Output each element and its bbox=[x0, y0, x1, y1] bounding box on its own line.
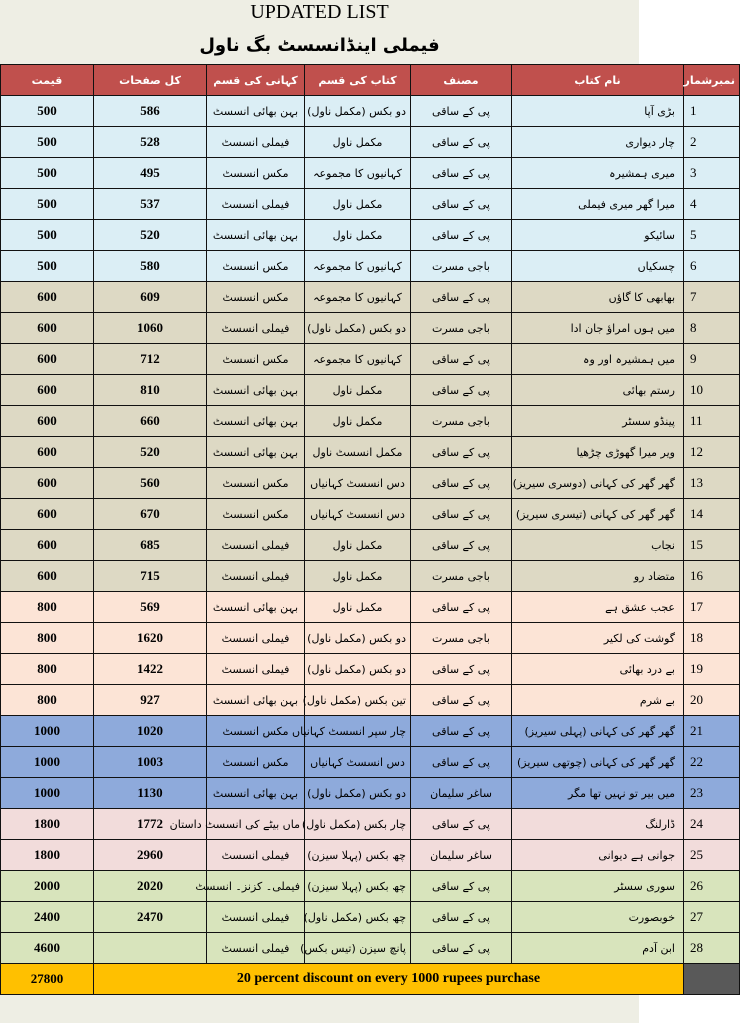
table-row bbox=[1, 282, 740, 313]
price-cell: 600 bbox=[1, 313, 94, 344]
book-name-cell: گوشت کی لکیر bbox=[512, 623, 684, 654]
header-story-type: کہانی کی قسم bbox=[207, 65, 305, 96]
story-type-cell: ماں بیٹے کی انسسٹ داستان bbox=[207, 809, 305, 840]
pages-cell: 670 bbox=[94, 499, 207, 530]
author-cell: پی کے ساقی bbox=[411, 933, 512, 964]
serial-cell: 13 bbox=[684, 468, 740, 499]
story-type-cell: مکس انسسٹ bbox=[207, 468, 305, 499]
serial-cell: 20 bbox=[684, 685, 740, 716]
story-type-cell: فیملی انسسٹ bbox=[207, 902, 305, 933]
book-type-cell: دو بکس (مکمل ناول) bbox=[305, 623, 411, 654]
table-row bbox=[1, 840, 740, 871]
author-cell: پی کے ساقی bbox=[411, 902, 512, 933]
pages-cell: 569 bbox=[94, 592, 207, 623]
table-row bbox=[1, 189, 740, 220]
table-body bbox=[1, 96, 740, 964]
story-type-cell: بہن بھائی انسسٹ bbox=[207, 592, 305, 623]
table-row bbox=[1, 778, 740, 809]
story-type-cell: مکس انسسٹ bbox=[207, 158, 305, 189]
book-type-cell: مکمل ناول bbox=[305, 127, 411, 158]
serial-cell: 3 bbox=[684, 158, 740, 189]
story-type-cell: بہن بھائی انسسٹ bbox=[207, 778, 305, 809]
book-name-cell: میں ہوں امراؤ جان ادا bbox=[512, 313, 684, 344]
serial-cell: 21 bbox=[684, 716, 740, 747]
book-type-cell: مکمل انسسٹ ناول bbox=[305, 437, 411, 468]
book-name-cell: ابن آدم bbox=[512, 933, 684, 964]
header-serial: نمبرشمار bbox=[684, 65, 740, 96]
serial-cell: 23 bbox=[684, 778, 740, 809]
serial-cell: 22 bbox=[684, 747, 740, 778]
price-cell: 600 bbox=[1, 437, 94, 468]
book-type-cell: چھ بکس (مکمل ناول) bbox=[305, 902, 411, 933]
book-type-cell: مکمل ناول bbox=[305, 561, 411, 592]
author-cell: پی کے ساقی bbox=[411, 530, 512, 561]
author-cell: پی کے ساقی bbox=[411, 282, 512, 313]
pages-cell: 712 bbox=[94, 344, 207, 375]
story-type-cell: مکس انسسٹ bbox=[207, 499, 305, 530]
header-author: مصنف bbox=[411, 65, 512, 96]
book-name-cell: رستم بھائی bbox=[512, 375, 684, 406]
price-cell: 1800 bbox=[1, 840, 94, 871]
serial-cell: 17 bbox=[684, 592, 740, 623]
book-name-cell: ویر میرا گھوڑی چڑھیا bbox=[512, 437, 684, 468]
story-type-cell: فیملی انسسٹ bbox=[207, 189, 305, 220]
author-cell: پی کے ساقی bbox=[411, 592, 512, 623]
pages-cell: 586 bbox=[94, 96, 207, 127]
price-cell: 1000 bbox=[1, 778, 94, 809]
story-type-cell: بہن بھائی انسسٹ bbox=[207, 375, 305, 406]
author-cell: ساغر سلیمان bbox=[411, 840, 512, 871]
table-row bbox=[1, 344, 740, 375]
pages-cell: 660 bbox=[94, 406, 207, 437]
pages-cell: 537 bbox=[94, 189, 207, 220]
footer-blank-cell bbox=[684, 964, 740, 995]
pages-cell: 2960 bbox=[94, 840, 207, 871]
story-type-cell: بہن بھائی انسسٹ bbox=[207, 96, 305, 127]
pages-cell: 1060 bbox=[94, 313, 207, 344]
pages-cell: 1772 bbox=[94, 809, 207, 840]
book-name-cell: میرا گھر میری فیملی bbox=[512, 189, 684, 220]
book-name-cell: متضاد رو bbox=[512, 561, 684, 592]
author-cell: ساغر سلیمان bbox=[411, 778, 512, 809]
serial-cell: 27 bbox=[684, 902, 740, 933]
author-cell: پی کے ساقی bbox=[411, 437, 512, 468]
price-cell: 500 bbox=[1, 220, 94, 251]
book-name-cell: میں ہمشیرہ اور وہ bbox=[512, 344, 684, 375]
serial-cell: 4 bbox=[684, 189, 740, 220]
price-cell: 500 bbox=[1, 158, 94, 189]
author-cell: پی کے ساقی bbox=[411, 499, 512, 530]
table-row bbox=[1, 127, 740, 158]
serial-cell: 24 bbox=[684, 809, 740, 840]
serial-cell: 10 bbox=[684, 375, 740, 406]
book-type-cell: پانچ سیزن (تیس بکس) bbox=[305, 933, 411, 964]
book-name-cell: نجاب bbox=[512, 530, 684, 561]
author-cell: پی کے ساقی bbox=[411, 809, 512, 840]
table-row bbox=[1, 158, 740, 189]
book-name-cell: چسکیاں bbox=[512, 251, 684, 282]
book-name-cell: جوانی ہے دیوانی bbox=[512, 840, 684, 871]
serial-cell: 15 bbox=[684, 530, 740, 561]
table-row bbox=[1, 902, 740, 933]
book-type-cell: مکمل ناول bbox=[305, 406, 411, 437]
header-book-name: نام کتاب bbox=[512, 65, 684, 96]
serial-cell: 5 bbox=[684, 220, 740, 251]
table-row bbox=[1, 437, 740, 468]
serial-cell: 12 bbox=[684, 437, 740, 468]
book-type-cell: کہانیوں کا مجموعہ bbox=[305, 251, 411, 282]
book-list-table bbox=[0, 64, 740, 995]
price-cell: 500 bbox=[1, 189, 94, 220]
pages-cell: 1020 bbox=[94, 716, 207, 747]
pages-cell: 580 bbox=[94, 251, 207, 282]
table-row bbox=[1, 406, 740, 437]
price-cell: 600 bbox=[1, 406, 94, 437]
serial-cell: 28 bbox=[684, 933, 740, 964]
price-cell: 1800 bbox=[1, 809, 94, 840]
pages-cell: 1130 bbox=[94, 778, 207, 809]
story-type-cell: فیملی انسسٹ bbox=[207, 623, 305, 654]
author-cell: پی کے ساقی bbox=[411, 468, 512, 499]
pages-cell: 520 bbox=[94, 437, 207, 468]
table-row bbox=[1, 933, 740, 964]
book-name-cell: گھر گھر کی کہانی (پہلی سیریز) bbox=[512, 716, 684, 747]
price-cell: 600 bbox=[1, 468, 94, 499]
author-cell: پی کے ساقی bbox=[411, 158, 512, 189]
pages-cell: 520 bbox=[94, 220, 207, 251]
table-row bbox=[1, 499, 740, 530]
book-type-cell: دس انسسٹ کہانیاں bbox=[305, 499, 411, 530]
pages-cell: 2020 bbox=[94, 871, 207, 902]
book-type-cell: مکمل ناول bbox=[305, 375, 411, 406]
pages-cell: 528 bbox=[94, 127, 207, 158]
book-name-cell: بے شرم bbox=[512, 685, 684, 716]
serial-cell: 18 bbox=[684, 623, 740, 654]
footer-discount-note: 20 percent discount on every 1000 rupees purchase bbox=[94, 964, 684, 995]
book-type-cell: دو بکس (مکمل ناول) bbox=[305, 313, 411, 344]
price-cell: 600 bbox=[1, 375, 94, 406]
price-cell: 500 bbox=[1, 127, 94, 158]
price-cell: 2000 bbox=[1, 871, 94, 902]
serial-cell: 11 bbox=[684, 406, 740, 437]
book-type-cell: چار بکس (مکمل ناول) bbox=[305, 809, 411, 840]
story-type-cell: مکس انسسٹ bbox=[207, 282, 305, 313]
price-cell: 1000 bbox=[1, 716, 94, 747]
serial-cell: 14 bbox=[684, 499, 740, 530]
story-type-cell: مکس انسسٹ bbox=[207, 344, 305, 375]
price-cell: 800 bbox=[1, 592, 94, 623]
author-cell: باجی مسرت bbox=[411, 623, 512, 654]
pages-cell: 927 bbox=[94, 685, 207, 716]
story-type-cell: فیملی انسسٹ bbox=[207, 127, 305, 158]
price-cell: 2400 bbox=[1, 902, 94, 933]
author-cell: پی کے ساقی bbox=[411, 871, 512, 902]
footer-total: 27800 bbox=[1, 964, 94, 995]
table-row bbox=[1, 716, 740, 747]
pages-cell: 1003 bbox=[94, 747, 207, 778]
serial-cell: 8 bbox=[684, 313, 740, 344]
book-type-cell: مکمل ناول bbox=[305, 220, 411, 251]
book-type-cell: مکمل ناول bbox=[305, 530, 411, 561]
pages-cell: 1422 bbox=[94, 654, 207, 685]
book-name-cell: بھابھی کا گاؤں bbox=[512, 282, 684, 313]
serial-cell: 16 bbox=[684, 561, 740, 592]
table-row bbox=[1, 220, 740, 251]
book-name-cell: بے درد بھائی bbox=[512, 654, 684, 685]
table-row bbox=[1, 654, 740, 685]
book-name-cell: سائیکو bbox=[512, 220, 684, 251]
price-cell: 600 bbox=[1, 344, 94, 375]
story-type-cell: بہن بھائی انسسٹ bbox=[207, 220, 305, 251]
table-row bbox=[1, 592, 740, 623]
book-name-cell: بڑی آپا bbox=[512, 96, 684, 127]
story-type-cell: فیملی انسسٹ bbox=[207, 840, 305, 871]
table-row bbox=[1, 747, 740, 778]
pages-cell: 560 bbox=[94, 468, 207, 499]
serial-cell: 7 bbox=[684, 282, 740, 313]
story-type-cell: فیملی انسسٹ bbox=[207, 654, 305, 685]
author-cell: پی کے ساقی bbox=[411, 654, 512, 685]
serial-cell: 25 bbox=[684, 840, 740, 871]
pages-cell: 715 bbox=[94, 561, 207, 592]
book-name-cell: میں بیر تو نہیں تھا مگر bbox=[512, 778, 684, 809]
author-cell: پی کے ساقی bbox=[411, 189, 512, 220]
footer-row bbox=[1, 964, 740, 995]
table-row bbox=[1, 871, 740, 902]
price-cell: 4600 bbox=[1, 933, 94, 964]
book-type-cell: دو بکس (مکمل ناول) bbox=[305, 654, 411, 685]
book-type-cell: دو بکس (مکمل ناول) bbox=[305, 96, 411, 127]
story-type-cell: بہن بھائی انسسٹ bbox=[207, 406, 305, 437]
page-title: UPDATED LIST bbox=[250, 1, 389, 23]
serial-cell: 26 bbox=[684, 871, 740, 902]
book-type-cell: چھ بکس (پہلا سیزن) bbox=[305, 840, 411, 871]
price-cell: 500 bbox=[1, 96, 94, 127]
author-cell: باجی مسرت bbox=[411, 406, 512, 437]
book-name-cell: چار دیواری bbox=[512, 127, 684, 158]
author-cell: پی کے ساقی bbox=[411, 685, 512, 716]
book-type-cell: چار سپر انسسٹ کہانیاں bbox=[305, 716, 411, 747]
price-cell: 800 bbox=[1, 685, 94, 716]
story-type-cell: بہن بھائی انسسٹ bbox=[207, 437, 305, 468]
price-cell: 1000 bbox=[1, 747, 94, 778]
table-row bbox=[1, 251, 740, 282]
price-cell: 600 bbox=[1, 530, 94, 561]
price-cell: 600 bbox=[1, 499, 94, 530]
header-row bbox=[1, 65, 740, 96]
table-row bbox=[1, 96, 740, 127]
serial-cell: 9 bbox=[684, 344, 740, 375]
story-type-cell: مکس انسسٹ bbox=[207, 747, 305, 778]
book-type-cell: کہانیوں کا مجموعہ bbox=[305, 282, 411, 313]
book-type-cell: دو بکس (مکمل ناول) bbox=[305, 778, 411, 809]
author-cell: باجی مسرت bbox=[411, 561, 512, 592]
pages-cell bbox=[94, 933, 207, 964]
author-cell: پی کے ساقی bbox=[411, 220, 512, 251]
story-type-cell: فیملی انسسٹ bbox=[207, 313, 305, 344]
price-cell: 600 bbox=[1, 282, 94, 313]
price-cell: 600 bbox=[1, 561, 94, 592]
header-price: قیمت bbox=[1, 65, 94, 96]
author-cell: پی کے ساقی bbox=[411, 344, 512, 375]
author-cell: پی کے ساقی bbox=[411, 96, 512, 127]
price-cell: 800 bbox=[1, 623, 94, 654]
book-type-cell: دس انسسٹ کہانیاں bbox=[305, 747, 411, 778]
story-type-cell: فیملی انسسٹ bbox=[207, 530, 305, 561]
author-cell: باجی مسرت bbox=[411, 313, 512, 344]
book-name-cell: پینڈو سسٹر bbox=[512, 406, 684, 437]
book-type-cell: مکمل ناول bbox=[305, 592, 411, 623]
story-type-cell: مکس انسسٹ bbox=[207, 251, 305, 282]
author-cell: پی کے ساقی bbox=[411, 375, 512, 406]
book-name-cell: گھر گھر کی کہانی (چوتھی سیریز) bbox=[512, 747, 684, 778]
pages-cell: 495 bbox=[94, 158, 207, 189]
pages-cell: 609 bbox=[94, 282, 207, 313]
book-type-cell: دس انسسٹ کہانیاں bbox=[305, 468, 411, 499]
book-type-cell: مکمل ناول bbox=[305, 189, 411, 220]
page-subtitle: فیملی اینڈانسسٹ بگ ناول bbox=[199, 35, 440, 56]
header-book-type: کتاب کی قسم bbox=[305, 65, 411, 96]
table-row bbox=[1, 685, 740, 716]
book-type-cell: چھ بکس (پہلا سیزن) bbox=[305, 871, 411, 902]
story-type-cell: فیملی انسسٹ bbox=[207, 933, 305, 964]
book-name-cell: گھر گھر کی کہانی (تیسری سیریز) bbox=[512, 499, 684, 530]
header-pages: کل صفحات bbox=[94, 65, 207, 96]
book-type-cell: تین بکس (مکمل ناول) bbox=[305, 685, 411, 716]
book-name-cell: ڈارلنگ bbox=[512, 809, 684, 840]
author-cell: پی کے ساقی bbox=[411, 716, 512, 747]
book-type-cell: کہانیوں کا مجموعہ bbox=[305, 158, 411, 189]
table-row bbox=[1, 809, 740, 840]
table-row bbox=[1, 623, 740, 654]
story-type-cell: مکس انسسٹ bbox=[207, 716, 305, 747]
price-cell: 800 bbox=[1, 654, 94, 685]
serial-cell: 1 bbox=[684, 96, 740, 127]
book-name-cell: خوبصورت bbox=[512, 902, 684, 933]
story-type-cell: بہن بھائی انسسٹ bbox=[207, 685, 305, 716]
story-type-cell: فیملی۔ کزنز۔ انسسٹ bbox=[207, 871, 305, 902]
pages-cell: 685 bbox=[94, 530, 207, 561]
book-type-cell: کہانیوں کا مجموعہ bbox=[305, 344, 411, 375]
table-row bbox=[1, 468, 740, 499]
pages-cell: 810 bbox=[94, 375, 207, 406]
book-name-cell: سوری سسٹر bbox=[512, 871, 684, 902]
table-row bbox=[1, 530, 740, 561]
author-cell: پی کے ساقی bbox=[411, 127, 512, 158]
book-name-cell: عجب عشق ہے bbox=[512, 592, 684, 623]
pages-cell: 2470 bbox=[94, 902, 207, 933]
story-type-cell: فیملی انسسٹ bbox=[207, 561, 305, 592]
table-row bbox=[1, 375, 740, 406]
author-cell: پی کے ساقی bbox=[411, 747, 512, 778]
author-cell: باجی مسرت bbox=[411, 251, 512, 282]
serial-cell: 19 bbox=[684, 654, 740, 685]
price-cell: 500 bbox=[1, 251, 94, 282]
table-row bbox=[1, 313, 740, 344]
serial-cell: 2 bbox=[684, 127, 740, 158]
pages-cell: 1620 bbox=[94, 623, 207, 654]
book-name-cell: میری ہمشیرہ bbox=[512, 158, 684, 189]
book-name-cell: گھر گھر کی کہانی (دوسری سیریز) bbox=[512, 468, 684, 499]
table-row bbox=[1, 561, 740, 592]
serial-cell: 6 bbox=[684, 251, 740, 282]
